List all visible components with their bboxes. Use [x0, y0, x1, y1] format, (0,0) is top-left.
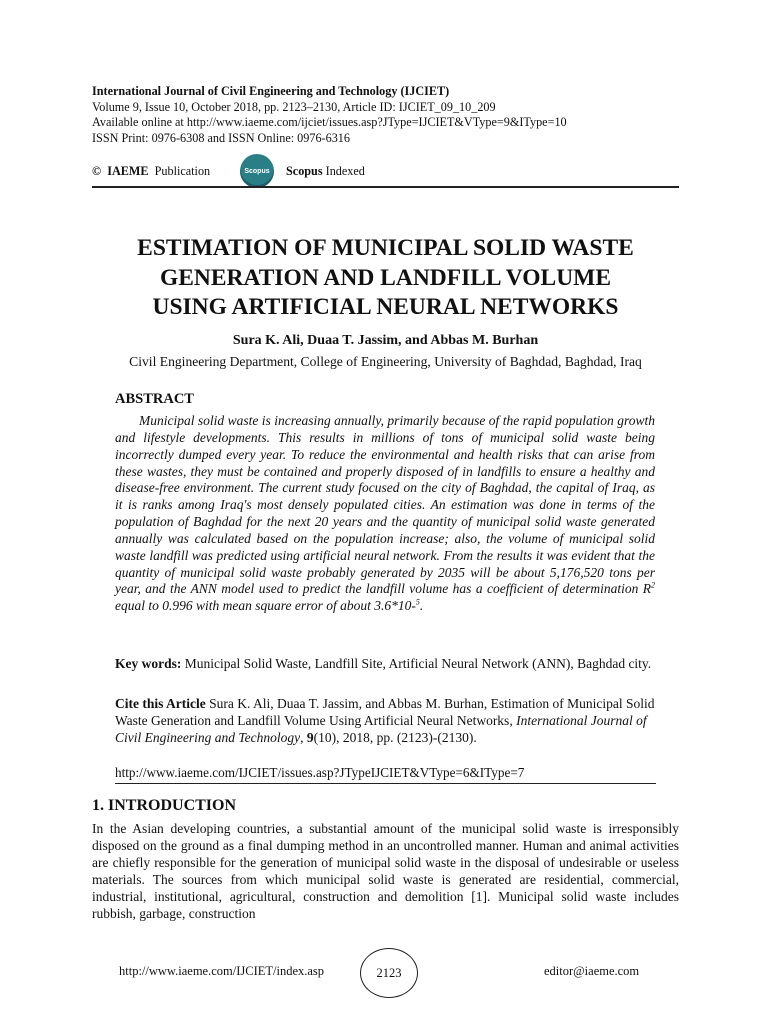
cite-authors: Sura K. Ali, Duaa T. Jassim, and Abbas M. Burhan, Estimation of Municipal Solid Waste Generation and Landfill Volume Using Artificial Neural Networks, [115, 696, 655, 728]
abstract-text [115, 413, 655, 615]
citation [115, 696, 655, 747]
header-divider [92, 186, 679, 188]
cite-volume: 9 [306, 729, 314, 745]
cite-url-link[interactable]: http://www.iaeme.com/IJCIET/issues.asp?JTypeIJCIET&VType=6&IType=7 [115, 765, 525, 780]
scopus-logo-text: Scopus [244, 167, 270, 175]
cite-label: Cite this Article [115, 696, 206, 711]
cite-rest: (10), 2018, pp. (2123)-(2130). [313, 729, 477, 745]
abstract-heading: ABSTRACT [115, 391, 194, 407]
keywords [115, 656, 655, 673]
cite-journal: International Journal of Civil Engineering and Technology [115, 712, 647, 745]
publisher-row [92, 154, 682, 184]
journal-name: International Journal of Civil Engineering and Technology (IJCIET) [92, 84, 450, 98]
title-line-1: ESTIMATION OF MUNICIPAL SOLID WASTE [137, 235, 634, 261]
page-number-text: 2123 [376, 965, 402, 980]
exponent-sup: 5 [415, 597, 420, 607]
copyright-symbol: © [92, 164, 102, 178]
keywords-label: Key words: [115, 656, 182, 671]
keywords-text: Municipal Solid Waste, Landfill Site, Artificial Neural Network (ANN), Baghdad city. [181, 656, 652, 671]
introduction-text: In the Asian developing countries, a substantial amount of the municipal solid waste is irresponsibly disposed on the ground as a final dumping method in an uncontrolled manner. Human and animal activities are chiefly responsible for the generation of municipal solid waste in the disposal of undesirable or useless materials. The sources from which municipal solid waste is generated are residential, commercial, industrial, institutional, agricultural, construction and demolition [1]. Municipal solid waste includes rubbish, garbage, construction [92, 821, 679, 921]
scopus-name: Scopus [286, 164, 323, 178]
title-line-2: GENERATION AND LANDFILL VOLUME [159, 264, 612, 291]
journal-header [92, 84, 682, 146]
citation-divider [115, 783, 656, 784]
footer-email-link[interactable]: editor@iaeme.com [544, 964, 640, 978]
cite-sep: , [300, 729, 307, 745]
r-squared-sup: 2 [651, 580, 655, 590]
scopus-logo-icon [240, 154, 274, 188]
journal-availability: Available online at http://www.iaeme.com/ijciet/issues.asp?JType=IJCIET&VType=9&IType=10 [92, 115, 567, 130]
journal-volume: Volume 9, Issue 10, October 2018, pp. 2123–2130, Article ID: IJCIET_09_10_209 [92, 99, 496, 114]
title-line-3: USING ARTIFICIAL NEURAL NETWORKS [152, 294, 619, 320]
abstract-continued: equal to 0.996 with mean square error of about 3.6*10- [115, 598, 416, 614]
page-number [360, 948, 418, 998]
paper-title [92, 234, 679, 323]
abstract-main: Municipal solid waste is increasing annually, primarily because of the rapid population growth and lifestyle developments. This results in millions of tons of municipal solid waste being incorrectly dumped every year. To reduce the environmental and health risks that can arise from these wastes, they must be contained and properly disposed of in landfills to ensure a healthy and disease-free environment. The current study focused on the city of Baghdad, the capital of Iraq, as it is ranks among Iraq's most densely populated cities. An estimation was done in terms of the population of Baghdad for the next 20 years and the quantity of municipal solid waste generated annually was calculated based on the population increase; also, the volume of municipal solid waste landfill was predicted using artificial neural network. From the results it was evident that the quantity of municipal solid waste probably generated by 2035 will be about 5,176,520 tons per year, and the ANN model used to predict the landfill volume has a coefficient of determination R [115, 413, 655, 597]
page-footer [92, 948, 679, 998]
footer-url-link[interactable]: http://www.iaeme.com/IJCIET/index.asp [119, 964, 325, 978]
scopus-suffix: Indexed [325, 164, 365, 178]
abstract-end: . [419, 598, 424, 614]
scopus-indexed [286, 164, 365, 179]
publisher-credit [92, 164, 210, 179]
journal-issn: ISSN Print: 0976-6308 and ISSN Online: 0976-6316 [92, 130, 350, 145]
introduction-heading: 1. INTRODUCTION [92, 797, 237, 814]
publisher-suffix: Publication [154, 164, 211, 178]
affiliation: Civil Engineering Department, College of Engineering, University of Baghdad, Baghdad, Iraq [129, 354, 642, 369]
authors: Sura K. Ali, Duaa T. Jassim, and Abbas M. Burhan [232, 333, 539, 348]
publisher-name: IAEME [107, 164, 149, 178]
